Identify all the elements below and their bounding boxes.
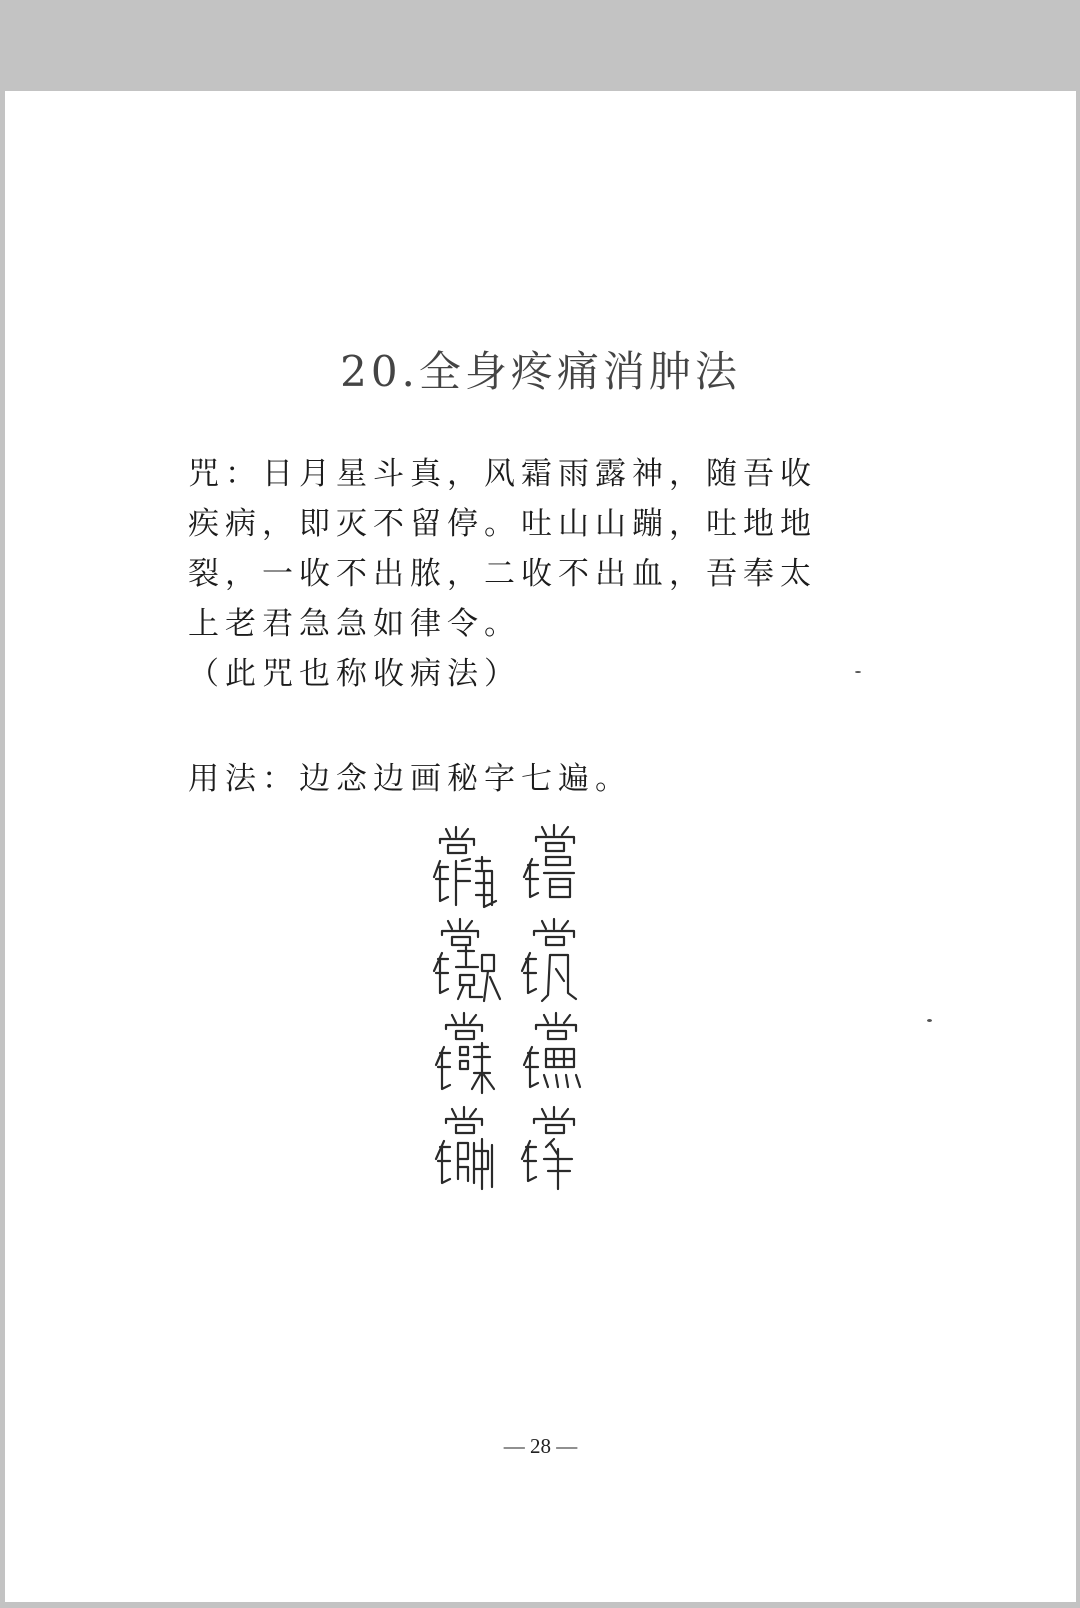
- scan-speck: [855, 671, 861, 673]
- page-title: 20.全身疼痛消肿法: [340, 347, 741, 396]
- usage-text: 用法：边念边画秘字七遍。: [188, 761, 632, 797]
- scan-speck: [927, 1019, 932, 1022]
- incantation-line: 裂，一收不出脓，二收不出血，吾奉太: [188, 556, 817, 592]
- talisman-glyph: [514, 1103, 594, 1195]
- page-number: — 28 —: [503, 1434, 578, 1458]
- incantation-line: 咒：日月星斗真，风霜雨露神，随吾收: [188, 456, 817, 492]
- talisman-glyph: [430, 1009, 510, 1101]
- incantation-line: 上老君急急如律令。: [188, 606, 521, 642]
- talisman-characters: [430, 821, 600, 1281]
- incantation-text: [188, 449, 868, 699]
- incantation-line: 疾病，即灭不留停。吐山山蹦，吐地地: [188, 506, 817, 542]
- incantation-note: （此咒也称收病法）: [188, 656, 521, 692]
- talisman-glyph: [430, 1103, 510, 1195]
- talisman-glyph: [430, 821, 510, 913]
- talisman-glyph: [514, 1009, 594, 1101]
- talisman-glyph: [430, 915, 510, 1007]
- document-page: [5, 91, 1076, 1602]
- talisman-glyph: [514, 915, 594, 1007]
- talisman-glyph: [514, 821, 594, 913]
